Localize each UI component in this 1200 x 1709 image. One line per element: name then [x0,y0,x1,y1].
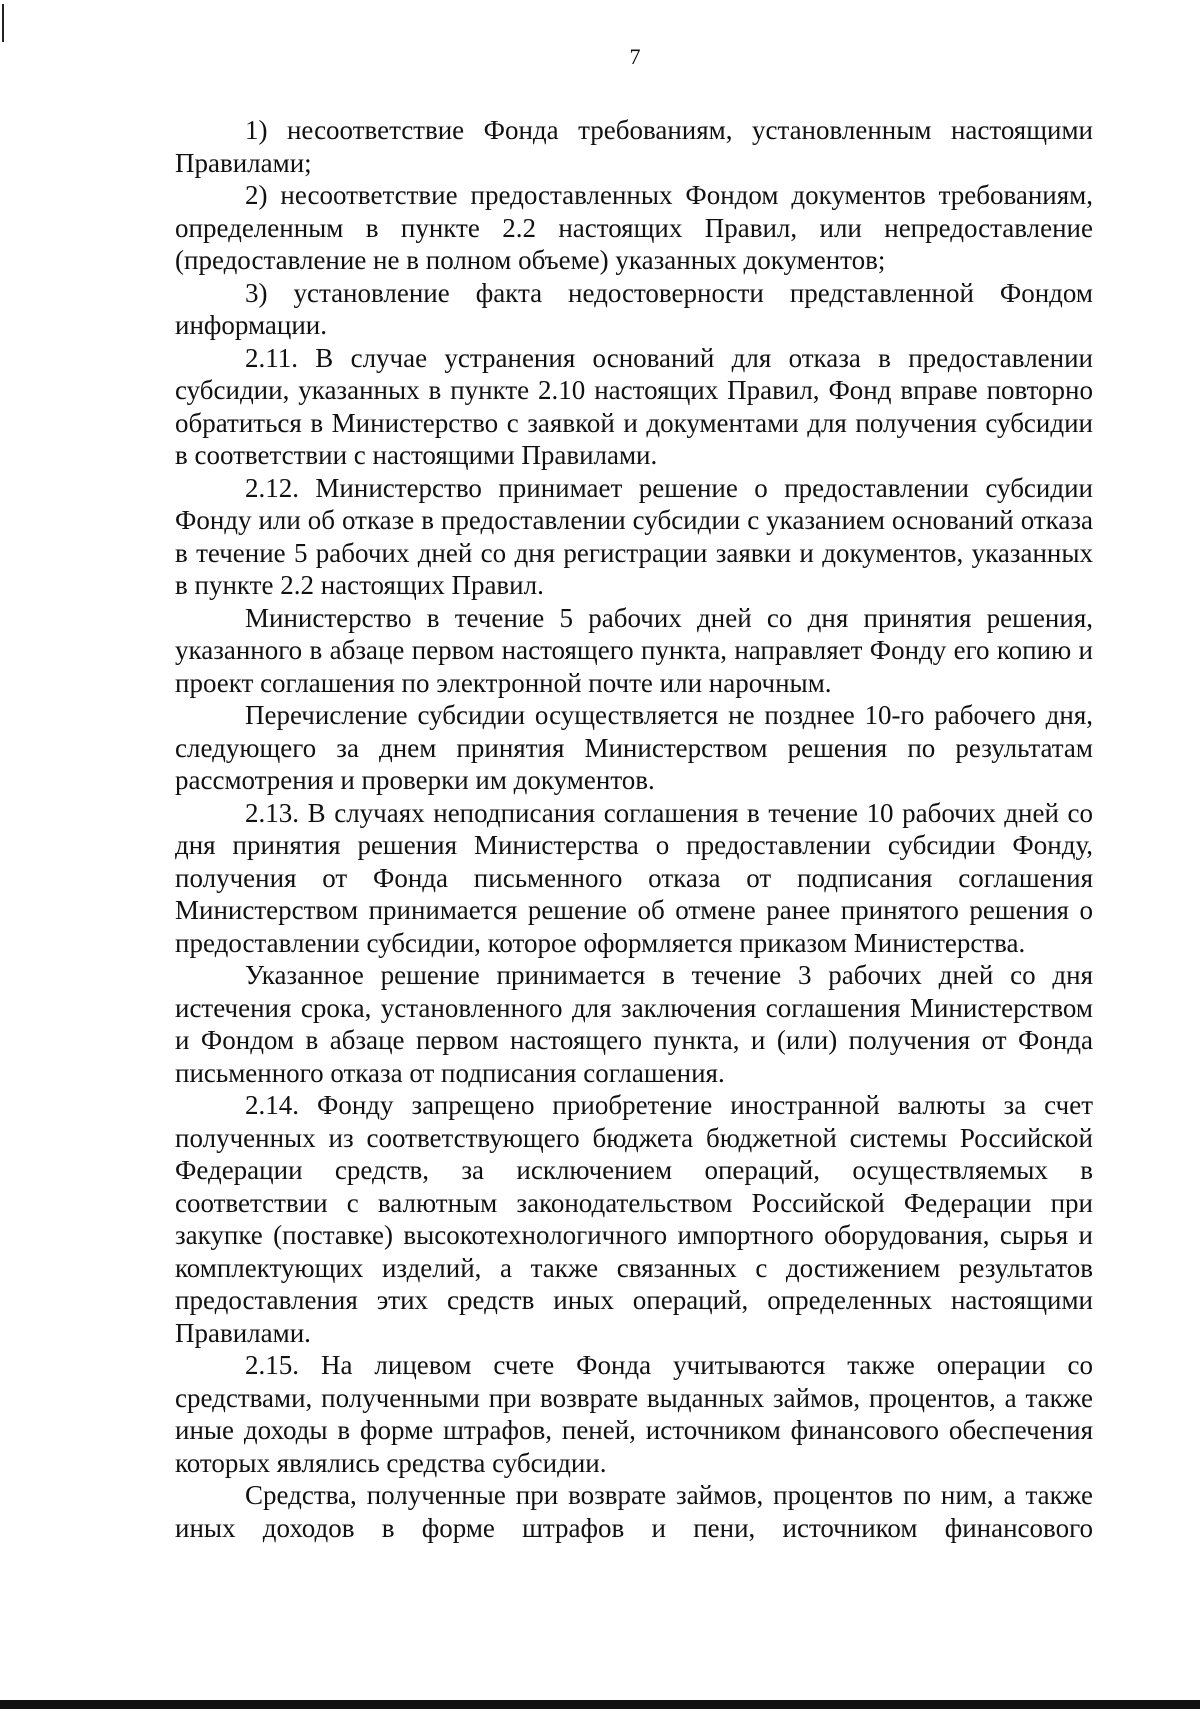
page-number: 7 [629,44,641,69]
paragraph-2-11: 2.11. В случае устранения оснований для отказа в предоставлении субсидии, указанных в пункте 2.10 настоящих Правил, Фонд вправе повторно обратиться в Министерство с заявкой и документами для получения субсидии в соответствии с настоящими Правилами. [175,342,1093,470]
document-body [175,114,1093,1544]
paragraph-item-3: 3) установление факта недостоверности представленной Фондом информации. [175,277,1093,340]
scan-bottom-edge [0,1700,1200,1709]
scan-edge-mark [2,4,4,42]
paragraph-2-12-transfer: Перечисление субсидии осуществляется не позднее 10-го рабочего дня, следующего за днем принятия Министерством решения по результатам рассмотрения и проверки им документов. [175,700,1093,795]
paragraph-2-14: 2.14. Фонду запрещено приобретение иностранной валюты за счет полученных из соответствующего бюджета бюджетной системы Российской Федерации средств, за исключением операций, осуществляемых в соответствии с валютным законодательством Российской Федерации при закупке (поставке) высокотехнологичного импортного оборудования, сырья и комплектующих изделий, а также связанных с достижением результатов предоставления этих средств иных операций, определенных настоящими Правилами. [175,1090,1093,1348]
paragraph-item-2: 2) несоответствие предоставленных Фондом документов требованиям, определенным в пункте 2.2 настоящих Правил, или непредоставление (предоставление не в полном объеме) указанных документов; [175,180,1093,275]
paragraph-2-13: 2.13. В случаях неподписания соглашения в течение 10 рабочих дней со дня принятия решения Министерства о предоставлении субсидии Фонду, получения от Фонда письменного отказа от подписания соглашения Министерством принимается решение об отмене ранее принятого решения о предоставлении субсидии, которое оформляется приказом Министерства. [175,797,1093,958]
paragraph-2-15-funds: Средства, полученные при возврате займов, процентов по ним, а также иных доходов в форме штрафов и пени, источником финансового [175,1480,1093,1543]
paragraph-2-15: 2.15. На лицевом счете Фонда учитываются также операции со средствами, полученными при возврате выданных займов, процентов, а также иные доходы в форме штрафов, пеней, источником финансового обеспечения которых являлись средства субсидии. [175,1350,1093,1478]
paragraph-2-13-decision: Указанное решение принимается в течение 3 рабочих дней со дня истечения срока, установленного для заключения соглашения Министерством и Фондом в абзаце первом настоящего пункта, и (или) получения от Фонда письменного отказа от подписания соглашения. [175,960,1093,1088]
paragraph-item-1: 1) несоответствие Фонда требованиям, установленным настоящими Правилами; [175,115,1093,178]
paragraph-2-12: 2.12. Министерство принимает решение о предоставлении субсидии Фонду или об отказе в предоставлении субсидии с указанием оснований отказа в течение 5 рабочих дней со дня регистрации заявки и документов, указанных в пункте 2.2 настоящих Правил. [175,472,1093,600]
paragraph-2-12-notice: Министерство в течение 5 рабочих дней со дня принятия решения, указанного в абзаце первом настоящего пункта, направляет Фонду его копию и проект соглашения по электронной почте или нарочным. [175,602,1093,698]
